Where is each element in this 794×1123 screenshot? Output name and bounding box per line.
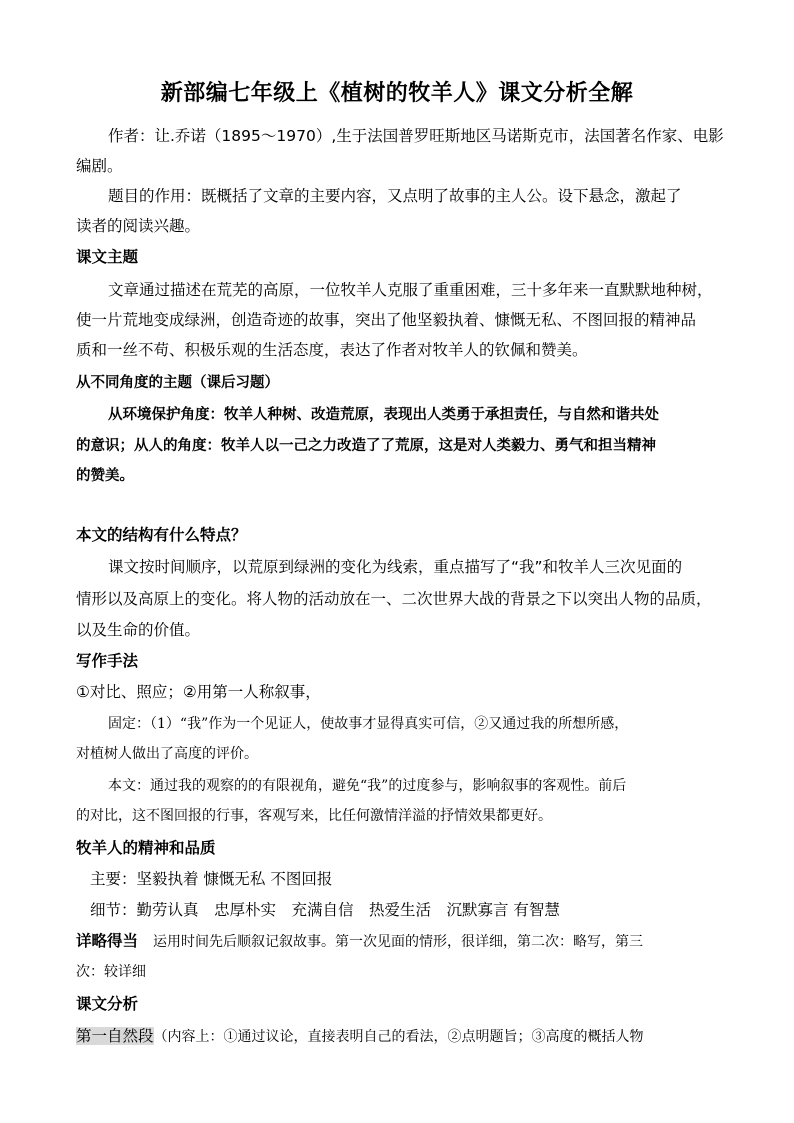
writing-line-3: 对植树人做出了高度的评价。 [76,746,258,762]
author-line-1: 作者：让.乔诺（1895～1970）,生于法国普罗旺斯地区马诺斯克市，法国著名作家、电影 [108,127,724,145]
theme-line-1: 文章通过描述在荒芜的高原，一位牧羊人克服了重重困难，三十多年来一直默默地种树， [108,281,713,299]
spirit-heading: 牧羊人的精神和品质 [76,839,216,857]
document-title: 新部编七年级上《植树的牧羊人》课文分析全解 [160,81,634,106]
theme-heading: 课文主题 [76,248,139,266]
angle-line-1: 从环境保护角度：牧羊人种树、改造荒原，表现出人类勇于承担责任，与自然和谐共处 [108,406,659,423]
detail-label: 详略得当 [76,932,139,950]
title-role-line-1: 题目的作用：既概括了文章的主要内容，又点明了故事的主人公。设下悬念，激起了 [108,187,682,205]
writing-line-1: ①对比、照应；②用第一人称叙事， [76,683,321,701]
writing-line-5: 的对比，这不图回报的行事，客观写来，比任何激情洋溢的抒情效果都更好。 [76,808,552,824]
structure-line-1: 课文按时间顺序，以荒原到绿洲的变化为线索，重点描写了“我”和牧羊人三次见面的 [108,558,683,576]
angle-heading: 从不同角度的主题（课后习题） [76,374,279,391]
writing-line-2: 固定：（1）“我”作为一个见证人，使故事才显得真实可信，②又通过我的所想所感， [108,716,629,732]
author-line-2: 编剧。 [76,157,123,175]
para1-line [76,1026,726,1047]
title-role-line-2: 读者的阅读兴趣。 [76,217,201,235]
writing-line-4: 本文：通过我的观察的的有限视角，避免“我”的过度参与，影响叙事的客观性。前后 [108,778,627,794]
theme-line-2: 使一片荒地变成绿洲，创造奇迹的故事，突出了他坚毅执着、慷慨无私、不图回报的精神品 [76,311,697,329]
detail-line-2: 次：较详细 [76,964,146,980]
para1-label: 第一自然段 [76,1027,154,1045]
theme-line-3: 质和一丝不苟、积极乐观的生活态度，表达了作者对牧羊人的钦佩和赞美。 [76,341,588,359]
spirit-line-2: 细节：勤劳认真 忠厚朴实 充满自信 热爱生活 沉默寡言 有智慧 [90,901,560,919]
spirit-line-1: 主要：坚毅执着 慷慨无私 不图回报 [90,870,333,888]
structure-heading: 本文的结构有什么特点？ [76,526,247,544]
analysis-heading: 课文分析 [76,995,139,1013]
structure-line-2: 情形以及高原上的变化。将人物的活动放在一、二次世界大战的背景之下以突出人物的品质， [76,590,712,608]
writing-heading: 写作手法 [76,652,139,670]
angle-line-2: 的意识；从人的角度：牧羊人以一己之力改造了了荒原，这是对人类毅力、勇气和担当精神 [76,437,656,454]
detail-line-1 [76,931,726,952]
para1-text: （内容上：①通过议论，直接表明自己的看法，②点明题旨；③高度的概括人物 [153,1029,644,1045]
detail-text-1: 运用时间先后顺叙记叙故事。第一次见面的情形，很详细，第二次：略写，第三 [152,934,643,950]
angle-line-3: 的赞美。 [76,467,134,484]
structure-line-3: 以及生命的价值。 [76,621,201,639]
